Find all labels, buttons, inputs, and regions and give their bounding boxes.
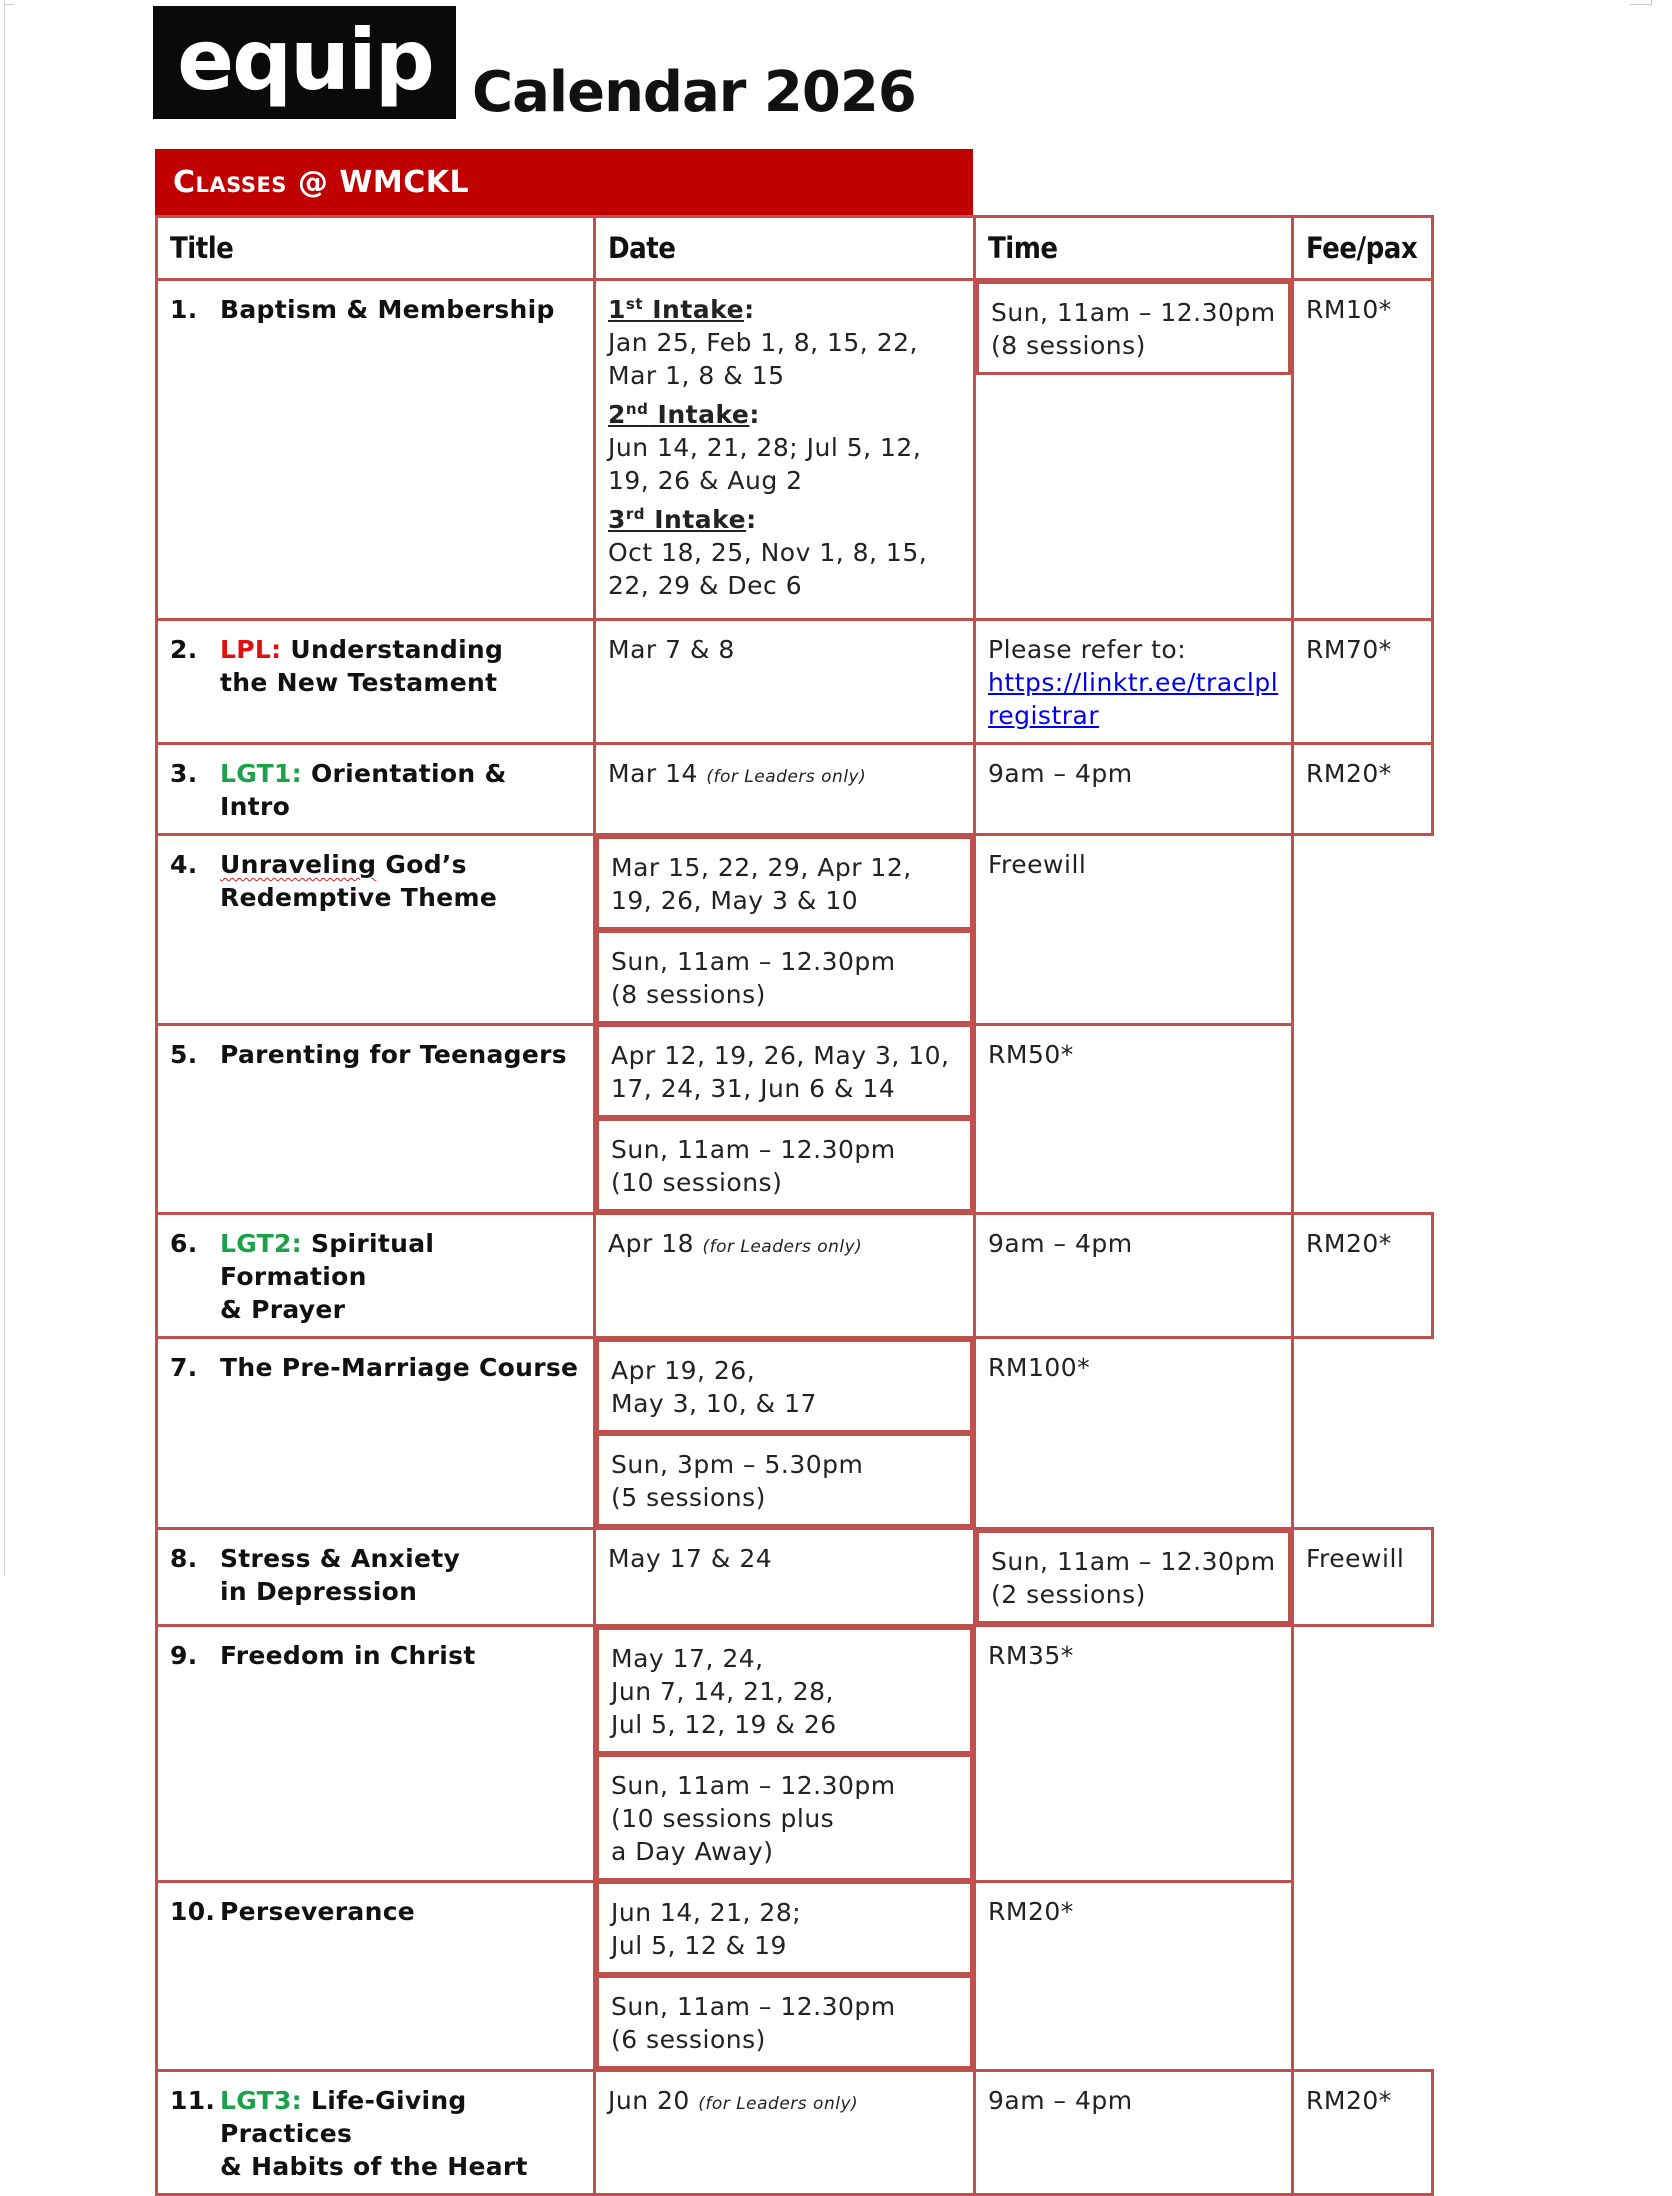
class-date: Mar 14 — [608, 759, 698, 788]
table-row — [157, 2071, 1433, 2195]
row-number: 11. — [170, 2086, 216, 2115]
class-title-cell — [157, 1529, 595, 1626]
intake-colon: : — [746, 505, 757, 534]
intake-heading — [608, 398, 961, 431]
table-row — [157, 1626, 1433, 1882]
intake-label: Intake — [645, 505, 747, 534]
class-date-cell: Mar 7 & 8 — [595, 620, 975, 744]
intake-heading — [608, 293, 961, 326]
class-title — [220, 1227, 581, 1326]
class-title: The Pre-Marriage Course — [220, 1353, 579, 1382]
intake-label: Intake — [648, 400, 750, 429]
class-date-cell: Apr 19, 26, May 3, 10, & 17 — [596, 1339, 973, 1433]
class-title: Stress & Anxiety in Depression — [220, 1544, 461, 1606]
class-fee-cell: RM20* — [1293, 2071, 1433, 2195]
intake-colon: : — [744, 295, 755, 324]
class-time-cell: Sun, 11am – 12.30pm (10 sessions) — [596, 1118, 973, 1212]
equip-logo — [153, 6, 456, 119]
intake-ordinal: 2 — [608, 400, 626, 429]
leaders-note: (for Leaders only) — [706, 767, 867, 787]
class-fee-cell: RM35* — [975, 1626, 1293, 1882]
table-row — [157, 1881, 1433, 2071]
row-number: 8. — [170, 1544, 198, 1573]
class-date-cell — [595, 280, 975, 620]
class-fee-cell: RM50* — [975, 1024, 1293, 1214]
page-corner-mark — [1630, 4, 1652, 5]
class-title-cell — [157, 835, 595, 1025]
intake-ordinal-suffix: nd — [625, 400, 649, 418]
class-prefix: LGT3: — [220, 2086, 302, 2115]
class-time-cell: 9am – 4pm — [975, 2071, 1293, 2195]
row-number: 7. — [170, 1353, 198, 1382]
class-date-cell: Mar 15, 22, 29, Apr 12, 19, 26, May 3 & 10 — [596, 836, 973, 930]
class-date-cell: May 17 & 24 — [595, 1529, 975, 1626]
section-banner-label: Classes @ WMCKL — [173, 164, 470, 200]
intake-ordinal: 3 — [608, 505, 626, 534]
class-date-cell — [595, 744, 975, 835]
page-title: Calendar 2026 — [472, 60, 916, 125]
class-date: Apr 18 — [608, 1229, 695, 1258]
row-number: 9. — [170, 1641, 198, 1670]
intake-dates: Jun 14, 21, 28; Jul 5, 12, 19, 26 & Aug 2 — [608, 433, 922, 495]
table-row — [157, 835, 1433, 1025]
leaders-note: (for Leaders only) — [698, 2094, 859, 2114]
class-fee-cell: RM10* — [1293, 280, 1433, 620]
class-fee-cell: Freewill — [975, 835, 1293, 1025]
class-title-cell — [157, 1338, 595, 1529]
class-title — [220, 848, 581, 914]
class-fee-cell: RM70* — [1293, 620, 1433, 744]
class-title — [220, 757, 581, 823]
section-banner — [155, 149, 973, 215]
row-number: 4. — [170, 850, 198, 879]
leaders-note: (for Leaders only) — [702, 1237, 863, 1257]
class-time-cell: Sun, 11am – 12.30pm (8 sessions) — [976, 281, 1291, 375]
table-row — [157, 1529, 1433, 1626]
table-row — [157, 280, 1433, 620]
class-title — [220, 633, 581, 699]
registration-link[interactable]: https://linktr.ee/traclplregistrar — [988, 668, 1279, 730]
table-row — [157, 620, 1433, 744]
class-title-cell — [157, 280, 595, 620]
class-date-cell — [595, 2071, 975, 2195]
row-number: 6. — [170, 1229, 198, 1258]
row-number: 1. — [170, 295, 198, 324]
class-date-cell: May 17, 24, Jun 7, 14, 21, 28, Jul 5, 12, 19 & 26 — [596, 1627, 973, 1754]
class-time-cell: 9am – 4pm — [975, 1214, 1293, 1338]
refer-text: Please refer to: — [988, 635, 1187, 664]
row-number: 10. — [170, 1896, 216, 1926]
class-date: Jun 20 — [608, 2086, 690, 2115]
class-title-cell — [157, 2071, 595, 2195]
intake-label: Intake — [643, 295, 745, 324]
class-title-cell — [157, 620, 595, 744]
class-title-text: Understanding the New Testament — [220, 635, 504, 697]
class-title: Perseverance — [220, 1896, 416, 1926]
intake-heading — [608, 503, 961, 536]
class-time-cell: Sun, 11am – 12.30pm (2 sessions) — [976, 1530, 1291, 1624]
class-time-cell: Sun, 11am – 12.30pm (8 sessions) — [596, 930, 973, 1024]
class-time-cell: 9am – 4pm — [975, 744, 1293, 835]
table-row — [157, 1214, 1433, 1338]
page-corner-mark — [4, 4, 14, 5]
class-title-cell — [157, 1626, 595, 1882]
intake-ordinal-suffix: rd — [625, 505, 646, 523]
class-title-cell — [157, 1214, 595, 1338]
header-fee: Fee/pax — [1293, 217, 1433, 280]
class-fee-cell: RM20* — [1293, 1214, 1433, 1338]
page-corner-mark — [1651, 0, 1652, 5]
table-header-row — [157, 217, 1433, 280]
intake-dates: Oct 18, 25, Nov 1, 8, 15, 22, 29 & Dec 6 — [608, 538, 928, 600]
class-time-cell: Sun, 3pm – 5.30pm (5 sessions) — [596, 1433, 973, 1527]
row-number: 5. — [170, 1039, 198, 1069]
class-title-text: God’s Redemptive Theme — [220, 850, 498, 912]
intake-colon: : — [749, 400, 760, 429]
table-row — [157, 744, 1433, 835]
class-title-text: Life-Giving Practices & Habits of the Heart — [220, 2086, 528, 2181]
intake-dates: Jan 25, Feb 1, 8, 15, 22, Mar 1, 8 & 15 — [608, 328, 918, 390]
class-title-text: Spiritual Formation & Prayer — [220, 1229, 435, 1324]
class-fee-cell: RM20* — [1293, 744, 1433, 835]
class-title: Parenting for Teenagers — [220, 1039, 567, 1069]
class-date-cell: Jun 14, 21, 28; Jul 5, 12 & 19 — [596, 1881, 973, 1975]
class-time-cell: Sun, 11am – 12.30pm (6 sessions) — [596, 1975, 973, 2069]
class-prefix: LGT1: — [220, 759, 302, 788]
table-row — [157, 1024, 1433, 1214]
table-row — [157, 1338, 1433, 1529]
row-number: 2. — [170, 635, 198, 664]
page-edge — [4, 0, 5, 1576]
class-prefix: LPL: — [220, 635, 282, 664]
class-title: Baptism & Membership — [220, 295, 555, 324]
header-date: Date — [595, 217, 975, 280]
intake-ordinal: 1 — [608, 295, 626, 324]
class-fee-cell: Freewill — [1293, 1529, 1433, 1626]
class-prefix: LGT2: — [220, 1229, 302, 1258]
class-title-cell — [157, 1881, 595, 2071]
class-title-text: Orientation & Intro — [220, 759, 507, 821]
class-time-cell — [975, 620, 1293, 744]
spellcheck-word: Unraveling — [220, 850, 377, 879]
classes-table — [155, 215, 1434, 2196]
class-time-cell: Sun, 11am – 12.30pm (10 sessions plus a Day Away) — [596, 1754, 973, 1881]
header-title: Title — [157, 217, 595, 280]
class-title-cell — [157, 1024, 595, 1214]
class-date-cell — [595, 1214, 975, 1338]
class-date-cell: Apr 12, 19, 26, May 3, 10, 17, 24, 31, Jun 6 & 14 — [596, 1024, 973, 1118]
class-title-cell — [157, 744, 595, 835]
class-title — [220, 2084, 581, 2183]
logo-text: equip — [176, 12, 433, 109]
intake-ordinal-suffix: st — [625, 295, 644, 313]
class-fee-cell: RM20* — [975, 1881, 1293, 2071]
header-time: Time — [975, 217, 1293, 280]
class-fee-cell: RM100* — [975, 1338, 1293, 1529]
row-number: 3. — [170, 759, 198, 788]
class-title: Freedom in Christ — [220, 1641, 476, 1670]
equip-logo-mark — [165, 13, 445, 113]
